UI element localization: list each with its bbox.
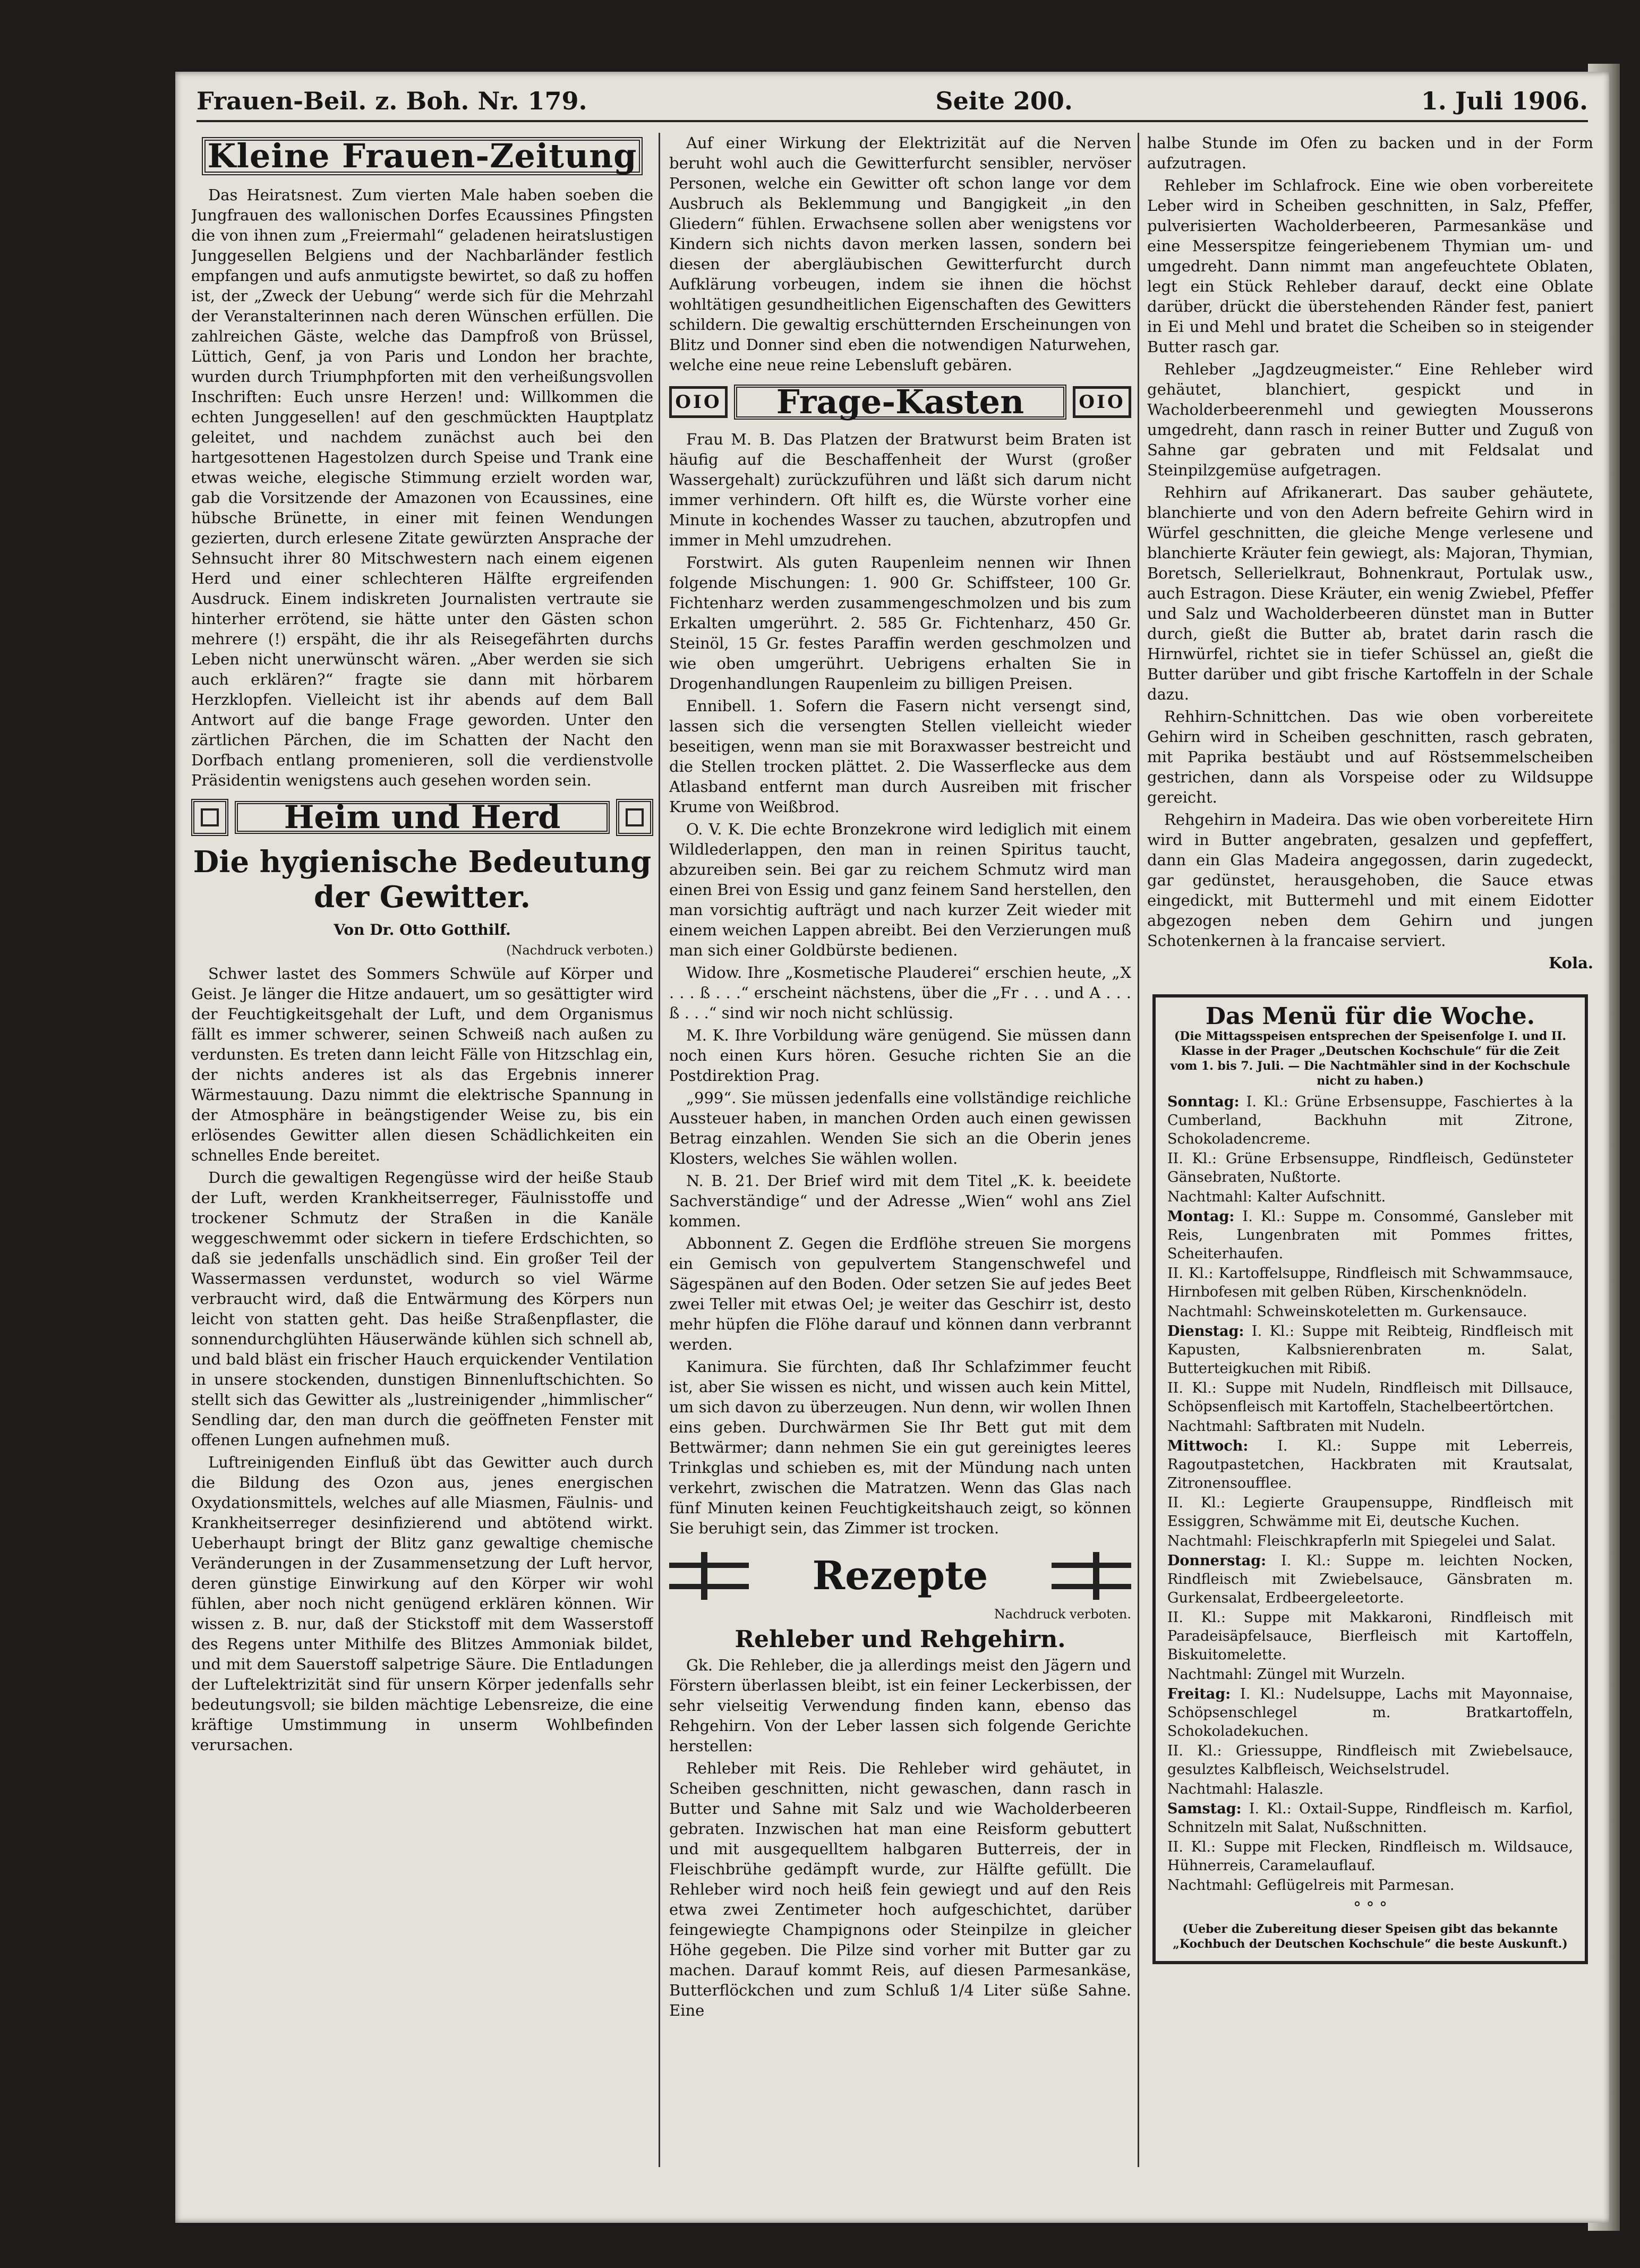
column-2: [669, 133, 1131, 2167]
article-paragraph: Durch die gewaltigen Regengüsse wird der heiße Staub der Luft, werden Krankheitserreger, Fäulnisstoffe und trockener Schmutz der Straßen in die Kanäle weggeschwemmt oder sickern in tiefere Erdschichten, so daß sie jedenfalls unschädlich sind. Ein großer Teil der Wassermassen verdunstet, wodurch so viel Wärme verbraucht wird, daß die Entwärmung des Körpers nun leicht von statten geht. Das heiße Straßenpflaster, die sonnendurchglühten Häuserwände kühlen sich schnell ab, und bald bläst ein frischer Hauch erquickender Ventilation in unsere stockenden, dunstigen Binnenluftschichten. So stellt sich das Gewitter als „lustreinigender „himmlischer“ Sendling dar, den man durch die geöffneten Fenster mit offenen Lungen aufnehmen muß.: [191, 1169, 653, 1449]
menu-day: Dienstag:: [1167, 1323, 1244, 1340]
article-byline: Von Dr. Otto Gotthilf.: [334, 921, 511, 939]
bar-ornament-icon: [669, 1552, 749, 1600]
menu-entry: [1167, 1685, 1573, 1741]
section-header-frage-kasten: [669, 382, 1131, 421]
menu-text: I. Kl.: Nudelsuppe, Lachs mit Mayonnaise, Schöpsenschlegel m. Bratkartoffeln, Schokoladekuchen.: [1167, 1686, 1573, 1740]
menu-footer: (Ueber die Zubereitung dieser Speisen gibt das bekannte „Kochbuch der Deutschen Kochschule“ die beste Auskunft.): [1173, 1922, 1568, 1951]
menu-day: Freitag:: [1167, 1686, 1231, 1702]
menu-text: Nachtmahl: Schweinskoteletten m. Gurkensauce.: [1167, 1303, 1527, 1320]
answer-item: Abbonnent Z. Gegen die Erdflöhe streuen Sie morgens ein Gemisch von gepulvertem Stangenschwefel und Sägespänen auf den Boden. Oder setzen Sie auf jedes Beet zwei Teller mit etwas Oel; je weiter das Geschirr ist, desto mehr hüpfen die Flöhe darauf und können dann verbrannt werden.: [669, 1234, 1131, 1353]
answer-item: Kanimura. Sie fürchten, daß Ihr Schlafzimmer feucht ist, aber Sie wissen es nicht, und wissen auch kein Mittel, um sich davon zu überzeugen. Nun denn, wir wollen Ihnen eins geben. Durchwärmen Sie Ihr Bett gut mit dem Bettwärmer; dann nehmen Sie ein gut gereinigtes leeres Trinkglas und schieben es, mit der Mündung nach unten verkehrt, zwischen die Matratzen. Wenn das Glas nach fünf Minuten keinen Feuchtigkeitshauch zeigt, so können Sie beruhigt sein, das Zimmer ist trocken.: [669, 1358, 1131, 1537]
menu-text: II. Kl.: Legierte Graupensuppe, Rindfleisch mit Essiggren, Schwämme mit Ei, deutsche Kuchen.: [1167, 1495, 1573, 1530]
article-heiratsnest: Das Heiratsnest. Zum vierten Male haben soeben die Jungfrauen des wallonischen Dorfes Ecaussines Pfingsten die von ihnen zum „Freiermahl“ geladenen heiratslustigen Junggesellen Belgiens und der Nachbarländer festlich empfangen und aufs anmutigste bewirtet, so daß zu hoffen ist, der „Zweck der Uebung“ werde sich für die Mehrzahl der Veranstalterinnen nach deren Wünschen erfüllen. Die zahlreichen Gäste, welche das Dampfroß von Brüssel, Lüttich, Genf, ja von Paris und London her brachte, wurden durch Triumphpforten mit den verheißungsvollen Inschriften: Euch unsre Herzen! und: Willkommen die echten Junggesellen! auf den geschmückten Hauptplatz geleitet, und nachdem zunächst auch bei den hartgesottenen Hagestolzen durch Speise und Trank eine etwas weiche, elegische Stimmung erzielt worden war, gab die Vorsitzende der Amazonen von Ecaussines, eine hübsche Brünette, in einer mit feinen Wendungen gezierten, durch erlesene Zitate gewürzten Ansprache der Sehnsucht ihrer 80 Mitschwestern nach einem eigenen Herd und einer schlechteren Hälfte ergreifenden Ausdruck. Einem indiskreten Journalisten vertraute sie hinterher errötend, sie hätte unter den Gästen schon mehrere (!) erspäht, die ihr als Reisegefährten durchs Leben nicht unerwünscht wären. „Aber werden sie sich auch erklären?“ fragte sie dann mit hörbarem Herzklopfen. Vielleicht ist ihr abends auf dem Ball Antwort auf die bange Frage geworden. Unter den zärtlichen Pärchen, die im Schatten der Nacht den Dorfbach entlang promenieren, soll die verdienstvolle Präsidentin wenigstens auch gesehen worden sein.: [191, 186, 653, 789]
header-rule: [197, 120, 1588, 122]
answer-item: Widow. Ihre „Kosmetische Plauderei“ erschien heute, „X . . . ß . . .“ erscheint nächstens, über die „Fr . . . und A . . . ß . . .“ sind wir noch nicht schlüssig.: [669, 964, 1131, 1022]
author-signature: Kola.: [1549, 954, 1593, 972]
section-title-heim-und-herd: Heim und Herd: [235, 801, 610, 834]
menu-entry: [1167, 1417, 1573, 1436]
menu-entry: [1167, 1494, 1573, 1531]
menu-text: II. Kl.: Suppe mit Makkaroni, Rindfleisch mit Paradeisäpfelsauce, Bierfleisch mit Kartoffeln, Biskuitomelette.: [1167, 1609, 1573, 1663]
column-divider-1: [659, 133, 660, 2167]
section-header-heim-und-herd: [191, 799, 653, 836]
answer-item: „999“. Sie müssen jedenfalls eine vollständige reichliche Aussteuer haben, in manchen Orden auch einen gewissen Betrag einzahlen. Wenden Sie sich an die Oberin jenes Klosters, welches Sie wählen wollen.: [669, 1089, 1131, 1167]
menu-entry: [1167, 1838, 1573, 1875]
oio-ornament-icon: OIO: [669, 386, 728, 418]
menu-text: Nachtmahl: Fleischkrapferln mit Spiegelei und Salat.: [1167, 1533, 1556, 1549]
menu-day: Donnerstag:: [1167, 1553, 1267, 1569]
recipe-item: Rehgehirn in Madeira. Das wie oben vorbereitete Hirn wird in Butter angebraten, gesalzen und gepfeffert, dann ein Glas Madeira angegossen, darin zugedeckt, gar gedünstet, herausgehoben, die Sauce etwas eingedickt, mit Buttermehl und mit einem Eidotter abgezogen neben dem Gehirn und jungen Schotenkernen à la francaise serviert.: [1147, 811, 1593, 950]
menu-entry: [1167, 1532, 1573, 1550]
section-title-kleine-frauen-zeitung: Kleine Frauen-Zeitung: [202, 137, 643, 175]
weekly-menu-box: [1152, 994, 1588, 1964]
bar-ornament-icon: [1052, 1552, 1131, 1600]
menu-entry: [1167, 1093, 1573, 1148]
menu-text: II. Kl.: Kartoffelsuppe, Rindfleisch mit Schwammsauce, Hirnbofesen mit gelben Rüben, Kirschenknödeln.: [1167, 1265, 1573, 1300]
article-title-gewitter: Die hygienische Bedeutung der Gewitter.: [193, 845, 652, 915]
menu-text: I. Kl.: Grüne Erbsensuppe, Faschiertes à la Cumberland, Backhuhn mit Zitrone, Schokoladencreme.: [1167, 1094, 1573, 1147]
menu-text: Nachtmahl: Halaszle.: [1167, 1781, 1324, 1797]
menu-day: Samstag:: [1167, 1801, 1242, 1817]
reprint-note: Nachdruck verboten.: [994, 1607, 1131, 1622]
menu-entry: [1167, 1608, 1573, 1664]
column-divider-2: [1138, 133, 1139, 2167]
header-publication: Frauen-Beil. z. Boh. Nr. 179.: [197, 87, 587, 115]
recipe-paragraph: Gk. Die Rehleber, die ja allerdings meist den Jägern und Förstern überlassen bleibt, ist ein feiner Leckerbissen, der sehr vielseitig Verwendung finden kann, ebenso das Rehgehirn. Von der Leber lassen sich folgende Gerichte herstellen:: [669, 1656, 1131, 1755]
square-ornament-icon: [191, 799, 228, 836]
menu-entry: [1167, 1876, 1573, 1895]
oio-ornament-icon: OIO: [1073, 386, 1131, 418]
menu-entry: [1167, 1379, 1573, 1416]
recipe-title: Rehleber und Rehgehirn.: [734, 1626, 1066, 1653]
recipe-paragraph-continued: halbe Stunde im Ofen zu backen und in der Form aufzutragen.: [1147, 134, 1593, 172]
menu-text: Nachtmahl: Geflügelreis mit Parmesan.: [1167, 1877, 1455, 1894]
page-header: [197, 80, 1588, 122]
header-date: 1. Juli 1906.: [1421, 87, 1588, 115]
menu-entry: [1167, 1207, 1573, 1263]
column-1: [191, 133, 653, 2167]
recipe-item: Rehhirn auf Afrikanerart. Das sauber gehäutete, blanchierte und von den Adern befreite Gehirn wird in Würfel geschnitten, die gleiche Menge verlesene und blanchierte Kräuter fein gewiegt, als: Majoran, Thymian, Boretsch, Sellerielkraut, Bohnenkraut, Portulak usw., auch Estragon. Diese Kräuter, ein wenig Zwiebel, Pfeffer und Salz und Wacholderbeeren dünstet man in Butter durch, gießt die Butter ab, bratet darin rasch die Hirnwürfel, richtet sie in tiefer Schüssel an, gießt die Butter darüber und gibt frische Kartoffeln in der Schale dazu.: [1147, 483, 1593, 703]
menu-text: I. Kl.: Suppe mit Leberreis, Ragoutpastetchen, Hackbraten mit Krautsalat, Zitronensoufflee.: [1167, 1438, 1573, 1491]
menu-text: II. Kl.: Suppe mit Nudeln, Rindfleisch mit Dillsauce, Schöpsenfleisch mit Kartoffeln, Stachelbeertörtchen.: [1167, 1380, 1573, 1415]
menu-text: Nachtmahl: Saftbraten mit Nudeln.: [1167, 1418, 1425, 1435]
menu-text: II. Kl.: Griessuppe, Rindfleisch mit Zwiebelsauce, gesulztes Kalbfleisch, Weichselstrudel.: [1167, 1743, 1573, 1778]
section-header-rezepte: [669, 1552, 1131, 1600]
answer-item: Ennibell. 1. Sofern die Fasern nicht versengt sind, lassen sich die versengten Stellen vielleicht wieder beseitigen, wenn man sie mit Boraxwasser bestreicht und die Stellen trocken plättet. 2. Die Wasserflecke aus dem Atlasband entfernt man durch Ausreiben mit frischer Krume von Weißbrod.: [669, 697, 1131, 816]
menu-entry: [1167, 1800, 1573, 1837]
menu-text: I. Kl.: Suppe mit Reibteig, Rindfleisch mit Kapusten, Kalbsnierenbraten m. Salat, Butterteigkuchen mit Ribiß.: [1167, 1323, 1573, 1377]
menu-note: (Die Mittagsspeisen entsprechen der Speisenfolge I. und II. Klasse in der Prager „Deutschen Kochschule“ für die Zeit vom 1. bis 7. Juli. — Die Nachtmähler sind in der Kochschule nicht zu haben.): [1170, 1029, 1570, 1088]
menu-divider-dots: ° ° °: [1353, 1899, 1388, 1917]
menu-text: I. Kl.: Suppe m. Consommé, Gansleber mit Reis, Lungenbraten mit Pommes frittes, Scheiterhaufen.: [1167, 1208, 1573, 1262]
section-title-frage-kasten: Frage-Kasten: [734, 385, 1066, 420]
menu-text: Nachtmahl: Kalter Aufschnitt.: [1167, 1189, 1386, 1205]
answer-item: Forstwirt. Als guten Raupenleim nennen wir Ihnen folgende Mischungen: 1. 900 Gr. Schiffsteer, 100 Gr. Fichtenharz werden zusammengeschmolzen und bis zum Erkalten umgerührt. 2. 585 Gr. Fichtenharz, 450 Gr. Steinöl, 15 Gr. festes Paraffin werden geschmolzen und wie oben umgerührt. Uebrigens erhalten Sie in Drogenhandlungen Raupenleim zu billigen Preisen.: [669, 553, 1131, 693]
menu-title: Das Menü für die Woche.: [1205, 1003, 1535, 1030]
article-paragraph: Luftreinigenden Einfluß übt das Gewitter auch durch die Bildung des Ozon aus, jenes energischen Oxydationsmittels, welches auf alle Miasmen, Fäulnis- und Krankheitserreger desinfizierend und abtötend wirkt. Ueberhaupt bringt der Blitz ganz gewaltige chemische Veränderungen in der Zusammensetzung der Luft hervor, deren günstige Einwirkung auf den Körper wir wohl fühlen, aber noch nicht genügend erklären können. Wir wissen z. B. nur, daß der Stickstoff mit dem Wasserstoff des Regens unter Mithilfe des Blitzes Ammoniak bildet, und mit dem Sauerstoff salpetrige Säure. Die Entladungen der Luftelektrizität sind für unsern Körper jedenfalls sehr bedeutungsvoll; sie bilden mächtige Lebensreize, die eine kräftige Umstimmung in unserm Wohlbefinden verursachen.: [191, 1453, 653, 1754]
menu-entry: [1167, 1780, 1573, 1798]
answer-item: Frau M. B. Das Platzen der Bratwurst beim Braten ist häufig auf die Beschaffenheit der Wurst (großer Wassergehalt) zurückzuführen und läßt sich darum nicht immer verhindern. Oft hilft es, die Würste vorher eine Minute in kochendes Wasser zu tauchen, abzutropfen und immer in Mehl umzudrehen.: [669, 430, 1131, 549]
menu-entry: [1167, 1188, 1573, 1206]
recipe-item: Rehhirn-Schnittchen. Das wie oben vorbereitete Gehirn wird in Scheiben geschnitten, rasch gebraten, mit Paprika bestäubt und auf Röstsemmelscheiben gestrichen, dann als Vorspeise oder zu Wildsuppe gereicht.: [1147, 707, 1593, 806]
menu-entry: [1167, 1302, 1573, 1321]
menu-day: Sonntag:: [1167, 1094, 1240, 1110]
menu-entry: [1167, 1742, 1573, 1779]
reprint-note: (Nachdruck verboten.): [506, 943, 653, 958]
header-page-number: Seite 200.: [935, 87, 1073, 115]
menu-entry: [1167, 1322, 1573, 1378]
article-paragraph-continued: Auf einer Wirkung der Elektrizität auf die Nerven beruht wohl auch die Gewitterfurcht sensibler, nervöser Personen, welche ein Gewitter oft schon lange vor dem Ausbruch als Beklemmung und Bangigkeit „in den Gliedern“ fühlen. Erwachsene sollen aber wenigstens vor Kindern sich nichts davon merken lassen, sondern bei diesen der abergläubischen Gewitterfurcht durch Aufklärung vorbeugen, indem sie ihnen die höchst wohltätigen gesundheitlichen Eigenschaften des Gewitters schildern. Die gewaltig erschütternden Erscheinungen von Blitz und Donner sind eben die notwendigen Naturwehen, welche eine neue reine Lebensluft gebären.: [669, 134, 1131, 374]
menu-entry: [1167, 1665, 1573, 1684]
column-3: [1147, 133, 1593, 2167]
recipe-paragraph: Rehleber mit Reis. Die Rehleber wird gehäutet, in Scheiben geschnitten, nicht gewaschen, dann rasch in Butter und Sahne mit Salz und wie Wacholderbeeren gebraten. Inzwischen hat man eine Reisform gebuttert und mit ausgequelltem halbgaren Butterreis, der in Fleischbrühe gedämpft wurde, zur Hälfte gefüllt. Die Rehleber wird noch heiß fein gewiegt und auf den Reis etwa zwei Zentimeter hoch aufgeschichtet, darüber feingewiegte Champignons oder Steinpilze in gleicher Höhe gegeben. Die Pilze sind vorher mit Butter gar zu machen. Darauf kommt Reis, auf diesen Parmesankäse, Butterflöckchen und zum Schluß 1/4 Liter süße Sahne. Eine: [669, 1759, 1131, 2019]
recipe-item: Rehleber im Schlafrock. Eine wie oben vorbereitete Leber wird in Scheiben geschnitten, in Salz, Pfeffer, pulverisierten Wacholderbeeren, Parmesankäse und eine Messerspitze feingeriebenem Thymian um- und umgedreht. Dann nimmt man angefeuchtete Oblaten, legt ein Stück Rehleber darauf, deckt eine Oblate darüber, drückt die überstehenden Ränder fest, paniert in Ei und Mehl und bratet die Scheiben so in steigender Butter rasch gar.: [1147, 176, 1593, 356]
menu-entry: [1167, 1264, 1573, 1301]
article-paragraph: Schwer lastet des Sommers Schwüle auf Körper und Geist. Je länger die Hitze andauert, um so gesättigter wird der Feuchtigkeitsgehalt der Luft, und dem Organismus fällt es immer schwerer, seinen Schweiß nach außen zu verdunsten. Es treten dann leicht Fälle von Hitzschlag ein, der nichts anderes ist als das Ergebnis innerer Wärmestauung. Dazu nimmt die elektrische Spannung in der Atmosphäre in beängstigender Weise zu, bis ein erlösendes Gewitter allen diesen Schädlichkeiten ein schnelles Ende bereitet.: [191, 965, 653, 1164]
newspaper-page: [175, 72, 1609, 2223]
recipe-item: Rehleber „Jagdzeugmeister.“ Eine Rehleber wird gehäutet, blanchiert, gespickt und in Wacholderbeerenmehl und gewiegten Mousserons umgedreht, dann rasch in reiner Butter und Zuguß von Sahne gar gebraten und mit Feldsalat und Steinpilzgemüse aufgetragen.: [1147, 360, 1593, 479]
menu-text: II. Kl.: Suppe mit Flecken, Rindfleisch m. Wildsauce, Hühnerreis, Caramelauflauf.: [1167, 1839, 1573, 1874]
menu-text: Nachtmahl: Züngel mit Wurzeln.: [1167, 1666, 1405, 1683]
menu-entry: [1167, 1551, 1573, 1607]
menu-entry: [1167, 1437, 1573, 1493]
menu-text: I. Kl.: Suppe m. leichten Nocken, Rindfleisch mit Zwiebelsauce, Gänsbraten m. Gurkensalat, Erdbeergeleetorte.: [1167, 1553, 1573, 1606]
square-ornament-icon: [616, 799, 653, 836]
menu-day: Mittwoch:: [1167, 1438, 1249, 1454]
menu-entry: [1167, 1149, 1573, 1187]
section-title-rezepte: Rezepte: [812, 1553, 988, 1599]
answer-item: N. B. 21. Der Brief wird mit dem Titel „K. k. beeidete Sachverständige“ und der Adresse „Wien“ wohl ans Ziel kommen.: [669, 1172, 1131, 1230]
menu-text: II. Kl.: Grüne Erbsensuppe, Rindfleisch, Gedünsteter Gänsebraten, Nußtorte.: [1167, 1150, 1573, 1186]
menu-day: Montag:: [1167, 1208, 1235, 1225]
answer-item: O. V. K. Die echte Bronzekrone wird lediglich mit einem Wildlederlappen, den man in reinen Spiritus taucht, abzureiben sein. Bei gar zu reichem Schmutz wird man einen Brei von Essig und ganz feinem Sand herstellen, den man vorsichtig aufträgt und nach kurzer Zeit wieder mit einem weichen Lappen abreibt. Bei den Verzierungen muß man sich einer Goldbürste bedienen.: [669, 820, 1131, 959]
answer-item: M. K. Ihre Vorbildung wäre genügend. Sie müssen dann noch einen Kurs hören. Gesuche richten Sie an die Postdirektion Prag.: [669, 1026, 1131, 1085]
menu-text: I. Kl.: Oxtail-Suppe, Rindfleisch m. Karfiol, Schnitzeln mit Salat, Nußschnitten.: [1167, 1801, 1573, 1836]
